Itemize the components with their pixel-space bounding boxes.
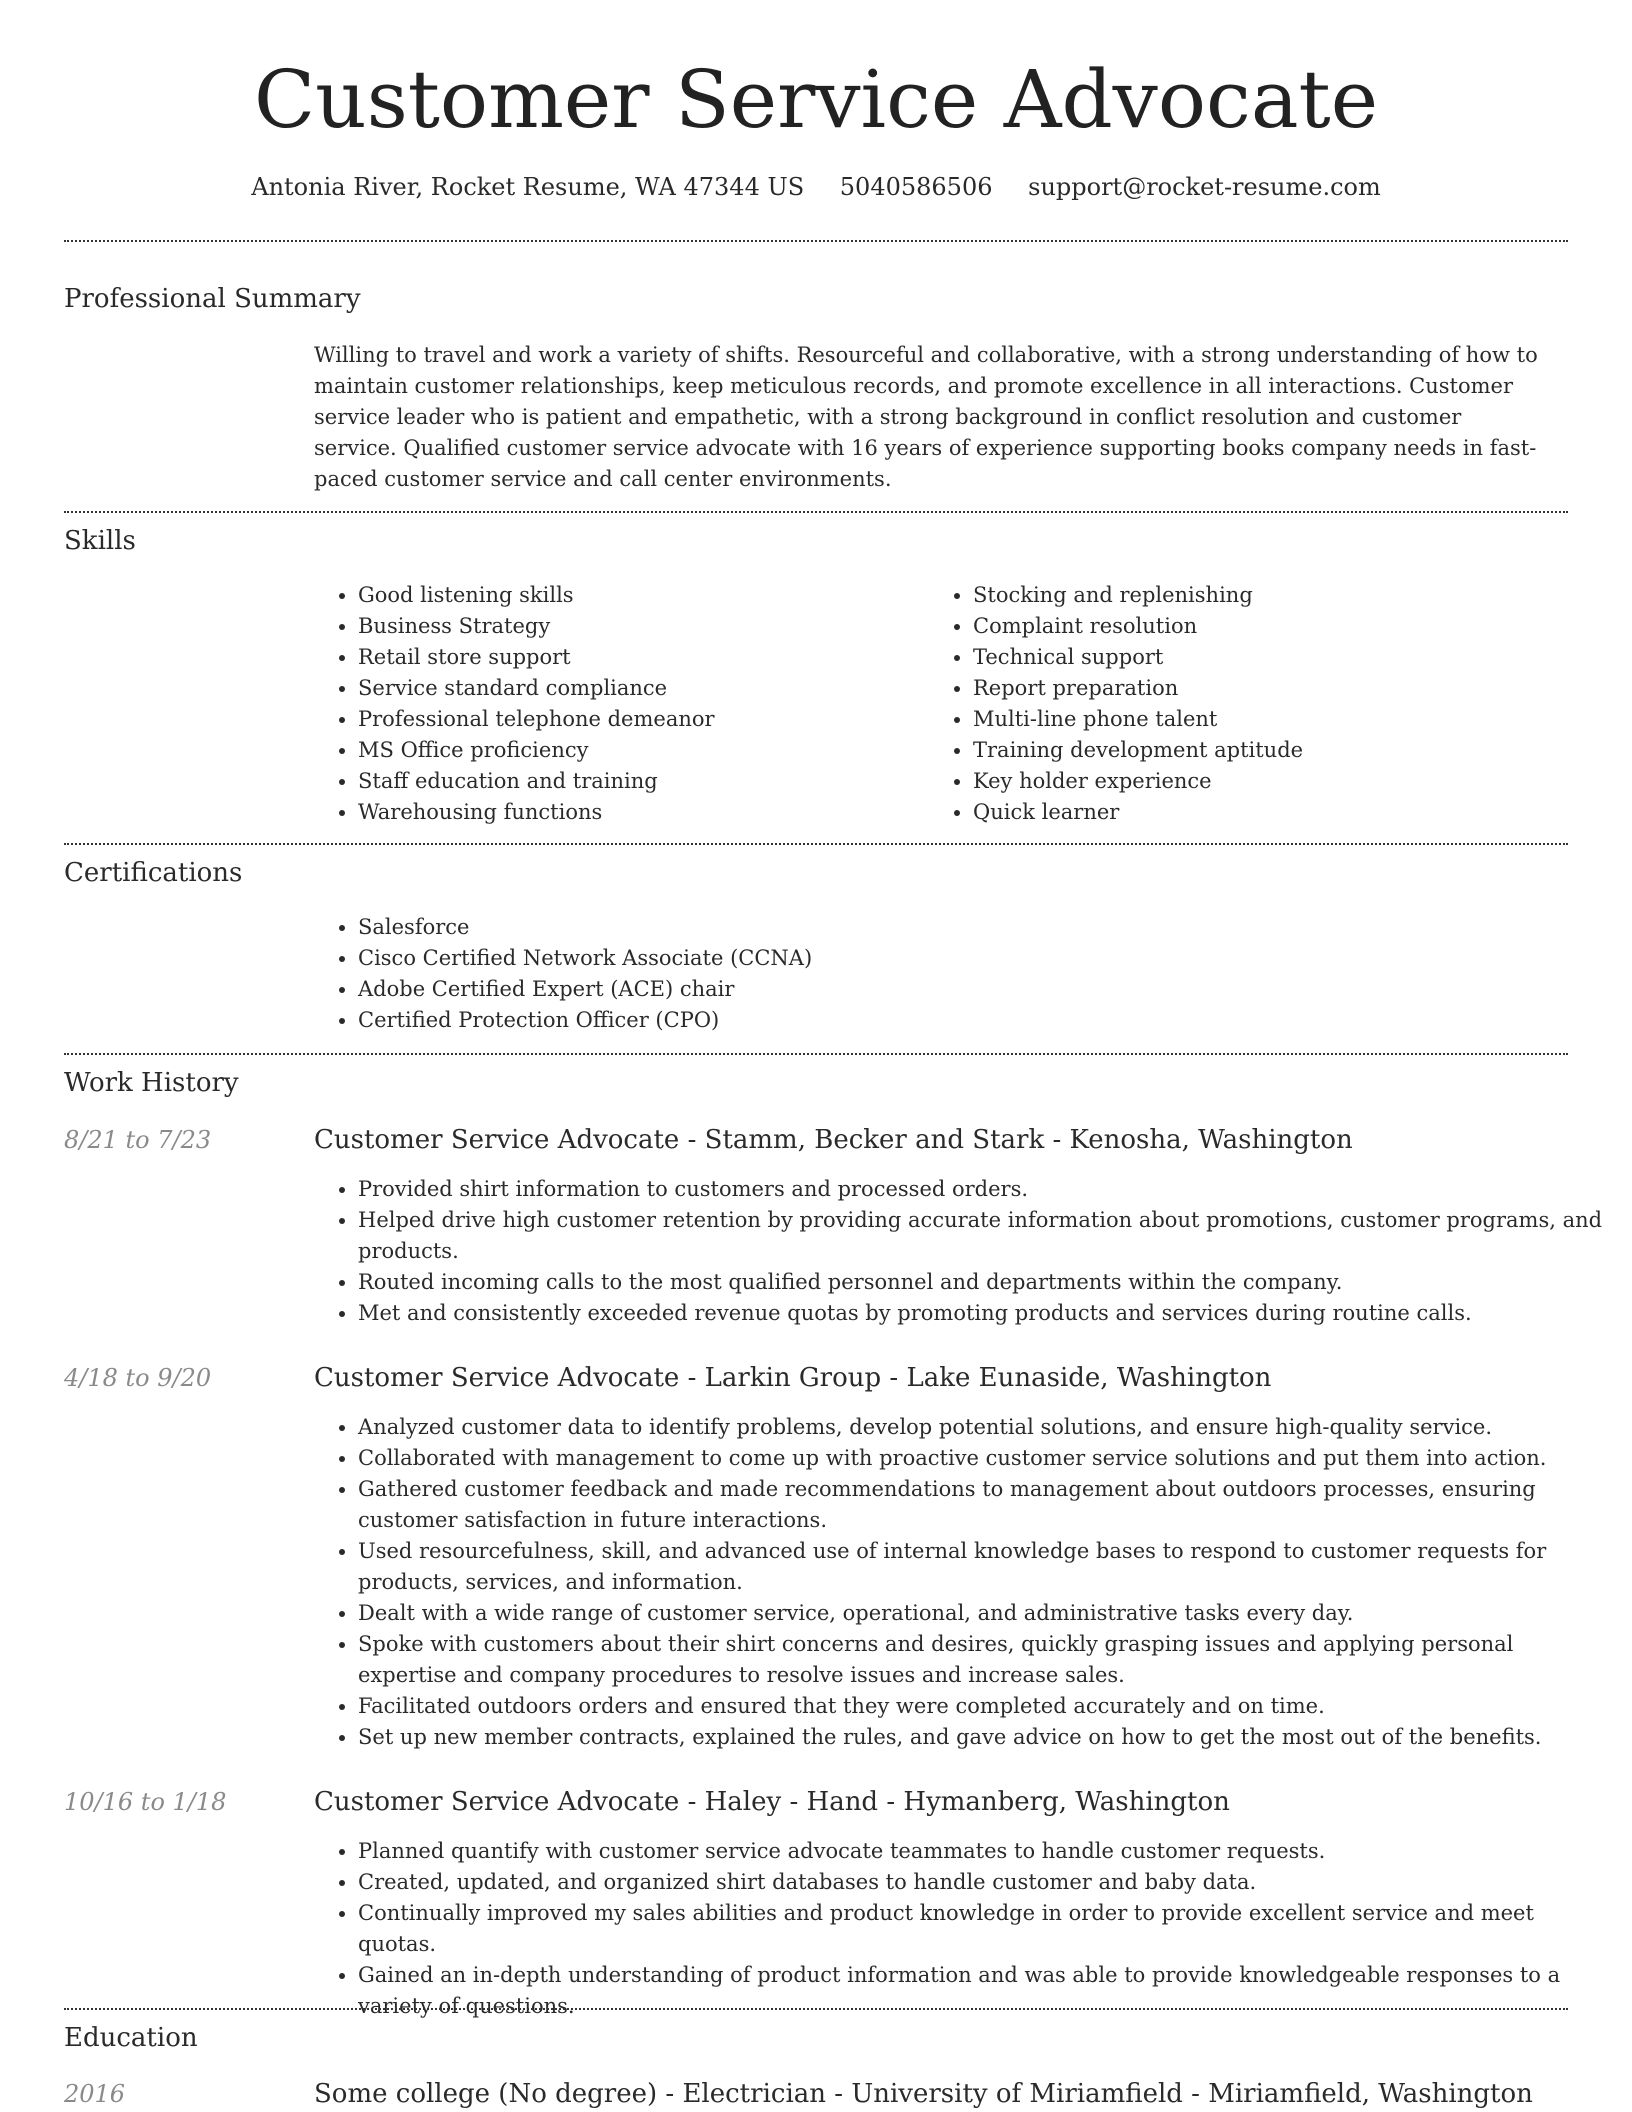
list-item: • Salesforce: [358, 912, 1358, 943]
job-title: Customer Service Advocate - Stamm, Becker and Stark - Kenosha, Washington: [314, 1125, 1353, 1155]
list-item: • Planned quantify with customer service advocate teammates to handle customer requests.: [358, 1836, 1608, 1867]
list-item: • Adobe Certified Expert (ACE) chair: [358, 974, 1358, 1005]
list-item: • Provided shirt information to customers and processed orders.: [358, 1174, 1608, 1205]
list-item: • Good listening skills: [358, 580, 918, 611]
list-item: • Stocking and replenishing: [973, 580, 1533, 611]
skills-heading: Skills: [64, 526, 136, 556]
skills-list-right: [929, 580, 1533, 828]
contact-line: [0, 171, 1632, 203]
list-item: • Analyzed customer data to identify problems, develop potential solutions, and ensure high-quality service.: [358, 1412, 1608, 1443]
list-item: • Quick learner: [973, 797, 1533, 828]
list-item: • Staff education and training: [358, 766, 918, 797]
list-item: • Gathered customer feedback and made recommendations to management about outdoors processes, ensuring customer satisfaction in future interactions.: [358, 1474, 1608, 1536]
list-item: • Multi-line phone talent: [973, 704, 1533, 735]
list-item: • Service standard compliance: [358, 673, 918, 704]
list-item: • Gained an in-depth understanding of product information and was able to provide knowledgeable responses to a variety of questions.: [358, 1960, 1608, 2022]
list-item: • Used resourcefulness, skill, and advanced use of internal knowledge bases to respond to customer requests for products, services, and information.: [358, 1536, 1608, 1598]
list-item: • Cisco Certified Network Associate (CCNA): [358, 943, 1358, 974]
section-divider: [64, 1053, 1568, 1055]
list-item: • Technical support: [973, 642, 1533, 673]
job-dates: 10/16 to 1/18: [64, 1788, 227, 1816]
section-divider: [64, 843, 1568, 845]
job-title: Customer Service Advocate - Larkin Group - Lake Eunaside, Washington: [314, 1363, 1272, 1393]
list-item: • Created, updated, and organized shirt databases to handle customer and baby data.: [358, 1867, 1608, 1898]
list-item: • Certified Protection Officer (CPO): [358, 1005, 1358, 1036]
contact-email: support@rocket-resume.com: [1028, 173, 1381, 201]
list-item: • Dealt with a wide range of customer service, operational, and administrative tasks every day.: [358, 1598, 1608, 1629]
section-divider: [64, 511, 1568, 513]
job-dates: 8/21 to 7/23: [64, 1126, 212, 1154]
section-divider: [64, 2008, 1568, 2010]
contact-address: Antonia River, Rocket Resume, WA 47344 US: [251, 173, 805, 201]
list-item: • MS Office proficiency: [358, 735, 918, 766]
list-item: • Helped drive high customer retention by providing accurate information about promotions, customer programs, and products.: [358, 1205, 1608, 1267]
education-heading: Education: [64, 2023, 198, 2053]
skills-list-left: [314, 580, 918, 828]
work-history-heading: Work History: [64, 1068, 239, 1098]
education-title: Some college (No degree) - Electrician - University of Miriamfield - Miriamfield, Washington: [314, 2079, 1533, 2109]
certifications-list: [314, 912, 1358, 1036]
job-bullets: [314, 1174, 1608, 1329]
list-item: • Business Strategy: [358, 611, 918, 642]
list-item: • Met and consistently exceeded revenue quotas by promoting products and services during routine calls.: [358, 1298, 1608, 1329]
list-item: • Key holder experience: [973, 766, 1533, 797]
list-item: • Report preparation: [973, 673, 1533, 704]
summary-heading: Professional Summary: [64, 284, 361, 314]
certifications-heading: Certifications: [64, 858, 243, 888]
list-item: • Retail store support: [358, 642, 918, 673]
contact-phone: 5040586506: [839, 173, 993, 201]
resume-title: Customer Service Advocate: [253, 53, 1379, 146]
list-item: • Collaborated with management to come up with proactive customer service solutions and put them into action.: [358, 1443, 1608, 1474]
job-bullets: [314, 1836, 1608, 2022]
list-item: • Facilitated outdoors orders and ensured that they were completed accurately and on time.: [358, 1691, 1608, 1722]
list-item: • Spoke with customers about their shirt concerns and desires, quickly grasping issues and applying personal expertise and company procedures to resolve issues and increase sales.: [358, 1629, 1608, 1691]
job-bullets: [314, 1412, 1608, 1753]
list-item: • Routed incoming calls to the most qualified personnel and departments within the company.: [358, 1267, 1608, 1298]
job-dates: 4/18 to 9/20: [64, 1364, 212, 1392]
list-item: • Professional telephone demeanor: [358, 704, 918, 735]
summary-text: Willing to travel and work a variety of shifts. Resourceful and collaborative, with a strong understanding of how to maintain customer relationships, keep meticulous records, and promote excellence in all interactions. Customer service leader who is patient and empathetic, with a strong background in conflict resolution and customer service. Qualified customer service advocate with 16 years of experience supporting books company needs in fast-paced customer service and call center environments.: [314, 343, 1538, 491]
section-divider: [64, 240, 1568, 242]
list-item: • Complaint resolution: [973, 611, 1533, 642]
education-year: 2016: [64, 2080, 126, 2108]
list-item: • Warehousing functions: [358, 797, 918, 828]
list-item: • Set up new member contracts, explained the rules, and gave advice on how to get the most out of the benefits.: [358, 1722, 1608, 1753]
job-title: Customer Service Advocate - Haley - Hand - Hymanberg, Washington: [314, 1787, 1230, 1817]
list-item: • Training development aptitude: [973, 735, 1533, 766]
list-item: • Continually improved my sales abilities and product knowledge in order to provide excellent service and meet quotas.: [358, 1898, 1608, 1960]
